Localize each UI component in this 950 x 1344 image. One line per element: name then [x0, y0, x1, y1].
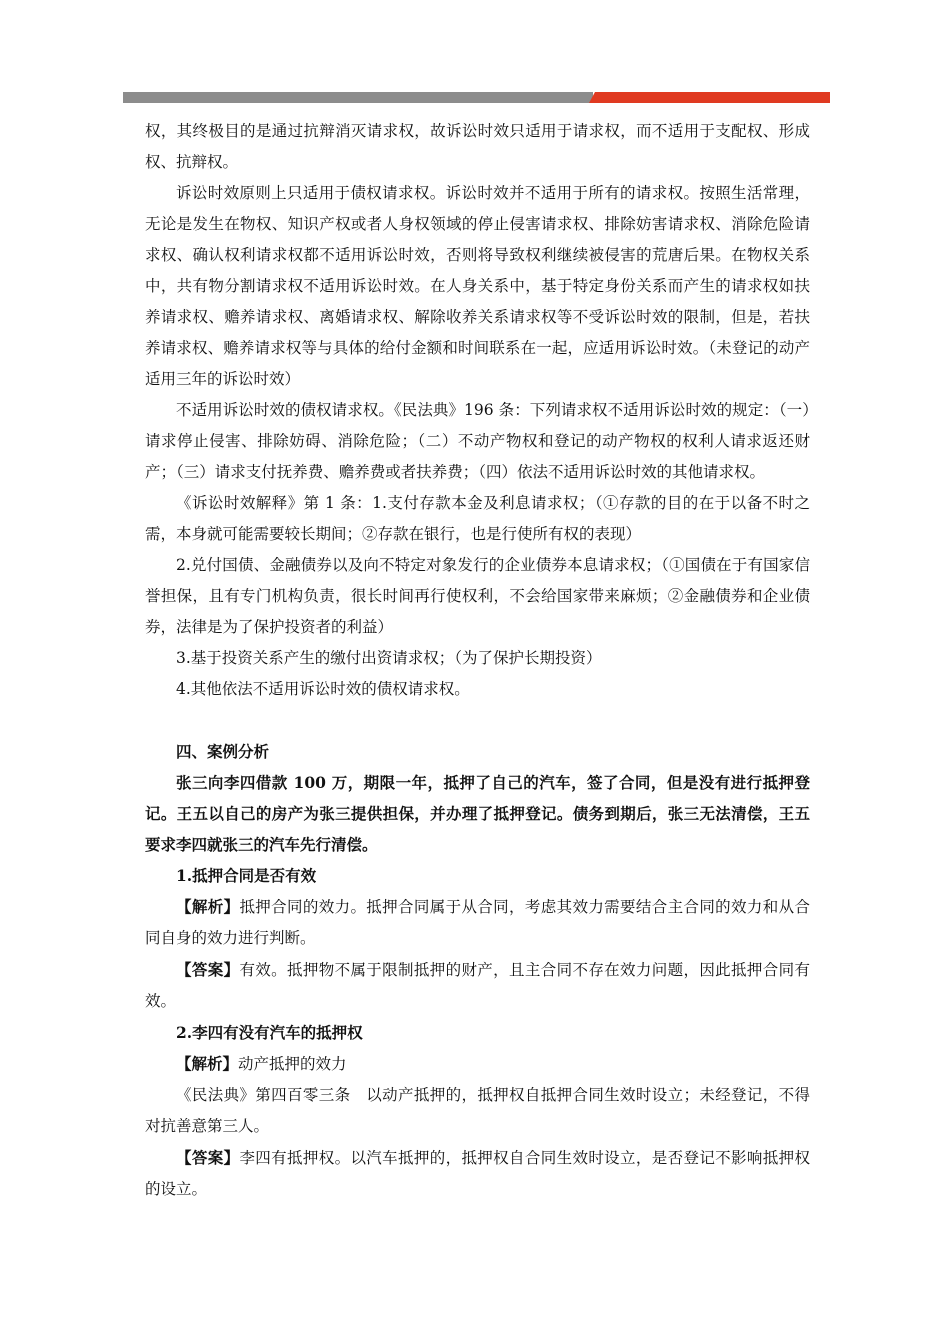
paragraph: 不适用诉讼时效的债权请求权。《民法典》196 条：下列请求权不适用诉讼时效的规定：（一）请求停止侵害、排除妨碍、消除危险；（二）不动产物权和登记的动产物权的权利人请求返还财产；（三）请求支付抚养费、赡养费或者扶养费；（四）依法不适用诉讼时效的其他请求权。: [145, 401, 810, 481]
paragraph: 4.其他依法不适用诉讼时效的债权请求权。: [176, 680, 470, 698]
question-2: 2.李四有没有汽车的抵押权: [176, 1023, 363, 1042]
analysis-label: 【解析】: [176, 897, 240, 916]
analysis-text: 抵押合同的效力。抵押合同属于从合同，考虑其效力需要结合主合同的效力和从合同自身的效力进行判断。: [145, 898, 810, 947]
analysis-2: [145, 1048, 810, 1080]
case-scenario: 张三向李四借款 100 万，期限一年，抵押了自己的汽车，签了合同，但是没有进行抵押登记。王五以自己的房产为张三提供担保，并办理了抵押登记。债务到期后，张三无法清偿，王五要求李四就张三的汽车先行清偿。: [145, 773, 810, 854]
paragraph: 2.兑付国债、金融债券以及向不特定对象发行的企业债券本息请求权；（①国债在于有国家信誉担保，且有专门机构负责，很长时间再行使权利，不会给国家带来麻烦；②金融债券和企业债券，法律是为了保护投资者的利益）: [145, 556, 810, 636]
answer-1: [145, 954, 810, 1017]
answer-2: [145, 1142, 810, 1205]
answer-label: 【答案】: [176, 1148, 240, 1167]
header-bar-gray: [123, 92, 593, 103]
paragraph: 权，其终极目的是通过抗辩消灭请求权，故诉讼时效只适用于请求权，而不适用于支配权、形成权、抗辩权。: [145, 122, 810, 171]
answer-label: 【答案】: [176, 960, 240, 979]
header-bar: [123, 92, 830, 103]
answer-text: 有效。抵押物不属于限制抵押的财产，且主合同不存在效力问题，因此抵押合同有效。: [145, 961, 810, 1010]
paragraph: 《诉讼时效解释》第 1 条：1.支付存款本金及利息请求权；（①存款的目的在于以备不时之需，本身就可能需要较长期间；②存款在银行，也是行使所有权的表现）: [145, 494, 810, 543]
section-heading: 四、案例分析: [176, 742, 270, 761]
analysis-1: [145, 891, 810, 954]
analysis-label: 【解析】: [176, 1054, 239, 1073]
document-body: [145, 116, 810, 1205]
analysis-text: 动产抵押的效力: [238, 1055, 347, 1073]
spacer: [145, 705, 810, 736]
question-1: 1.抵押合同是否有效: [176, 866, 317, 885]
header-bar-red: [589, 92, 830, 103]
law-citation: 《民法典》第四百零三条 以动产抵押的，抵押权自抵押合同生效时设立；未经登记，不得对抗善意第三人。: [145, 1086, 810, 1135]
answer-text: 李四有抵押权。以汽车抵押的，抵押权自合同生效时设立，是否登记不影响抵押权的设立。: [145, 1149, 810, 1198]
paragraph: 诉讼时效原则上只适用于债权请求权。诉讼时效并不适用于所有的请求权。按照生活常理，无论是发生在物权、知识产权或者人身权领域的停止侵害请求权、排除妨害请求权、消除危险请求权、确认权利请求权都不适用诉讼时效，否则将导致权利继续被侵害的荒唐后果。在物权关系中，共有物分割请求权不适用诉讼时效。在人身关系中，基于特定身份关系而产生的请求权如扶养请求权、赡养请求权、离婚请求权、解除收养关系请求权等不受诉讼时效的限制，但是，若扶养请求权、赡养请求权等与具体的给付金额和时间联系在一起，应适用诉讼时效。（未登记的动产适用三年的诉讼时效）: [145, 184, 810, 388]
paragraph: 3.基于投资关系产生的缴付出资请求权；（为了保护长期投资）: [176, 649, 602, 667]
